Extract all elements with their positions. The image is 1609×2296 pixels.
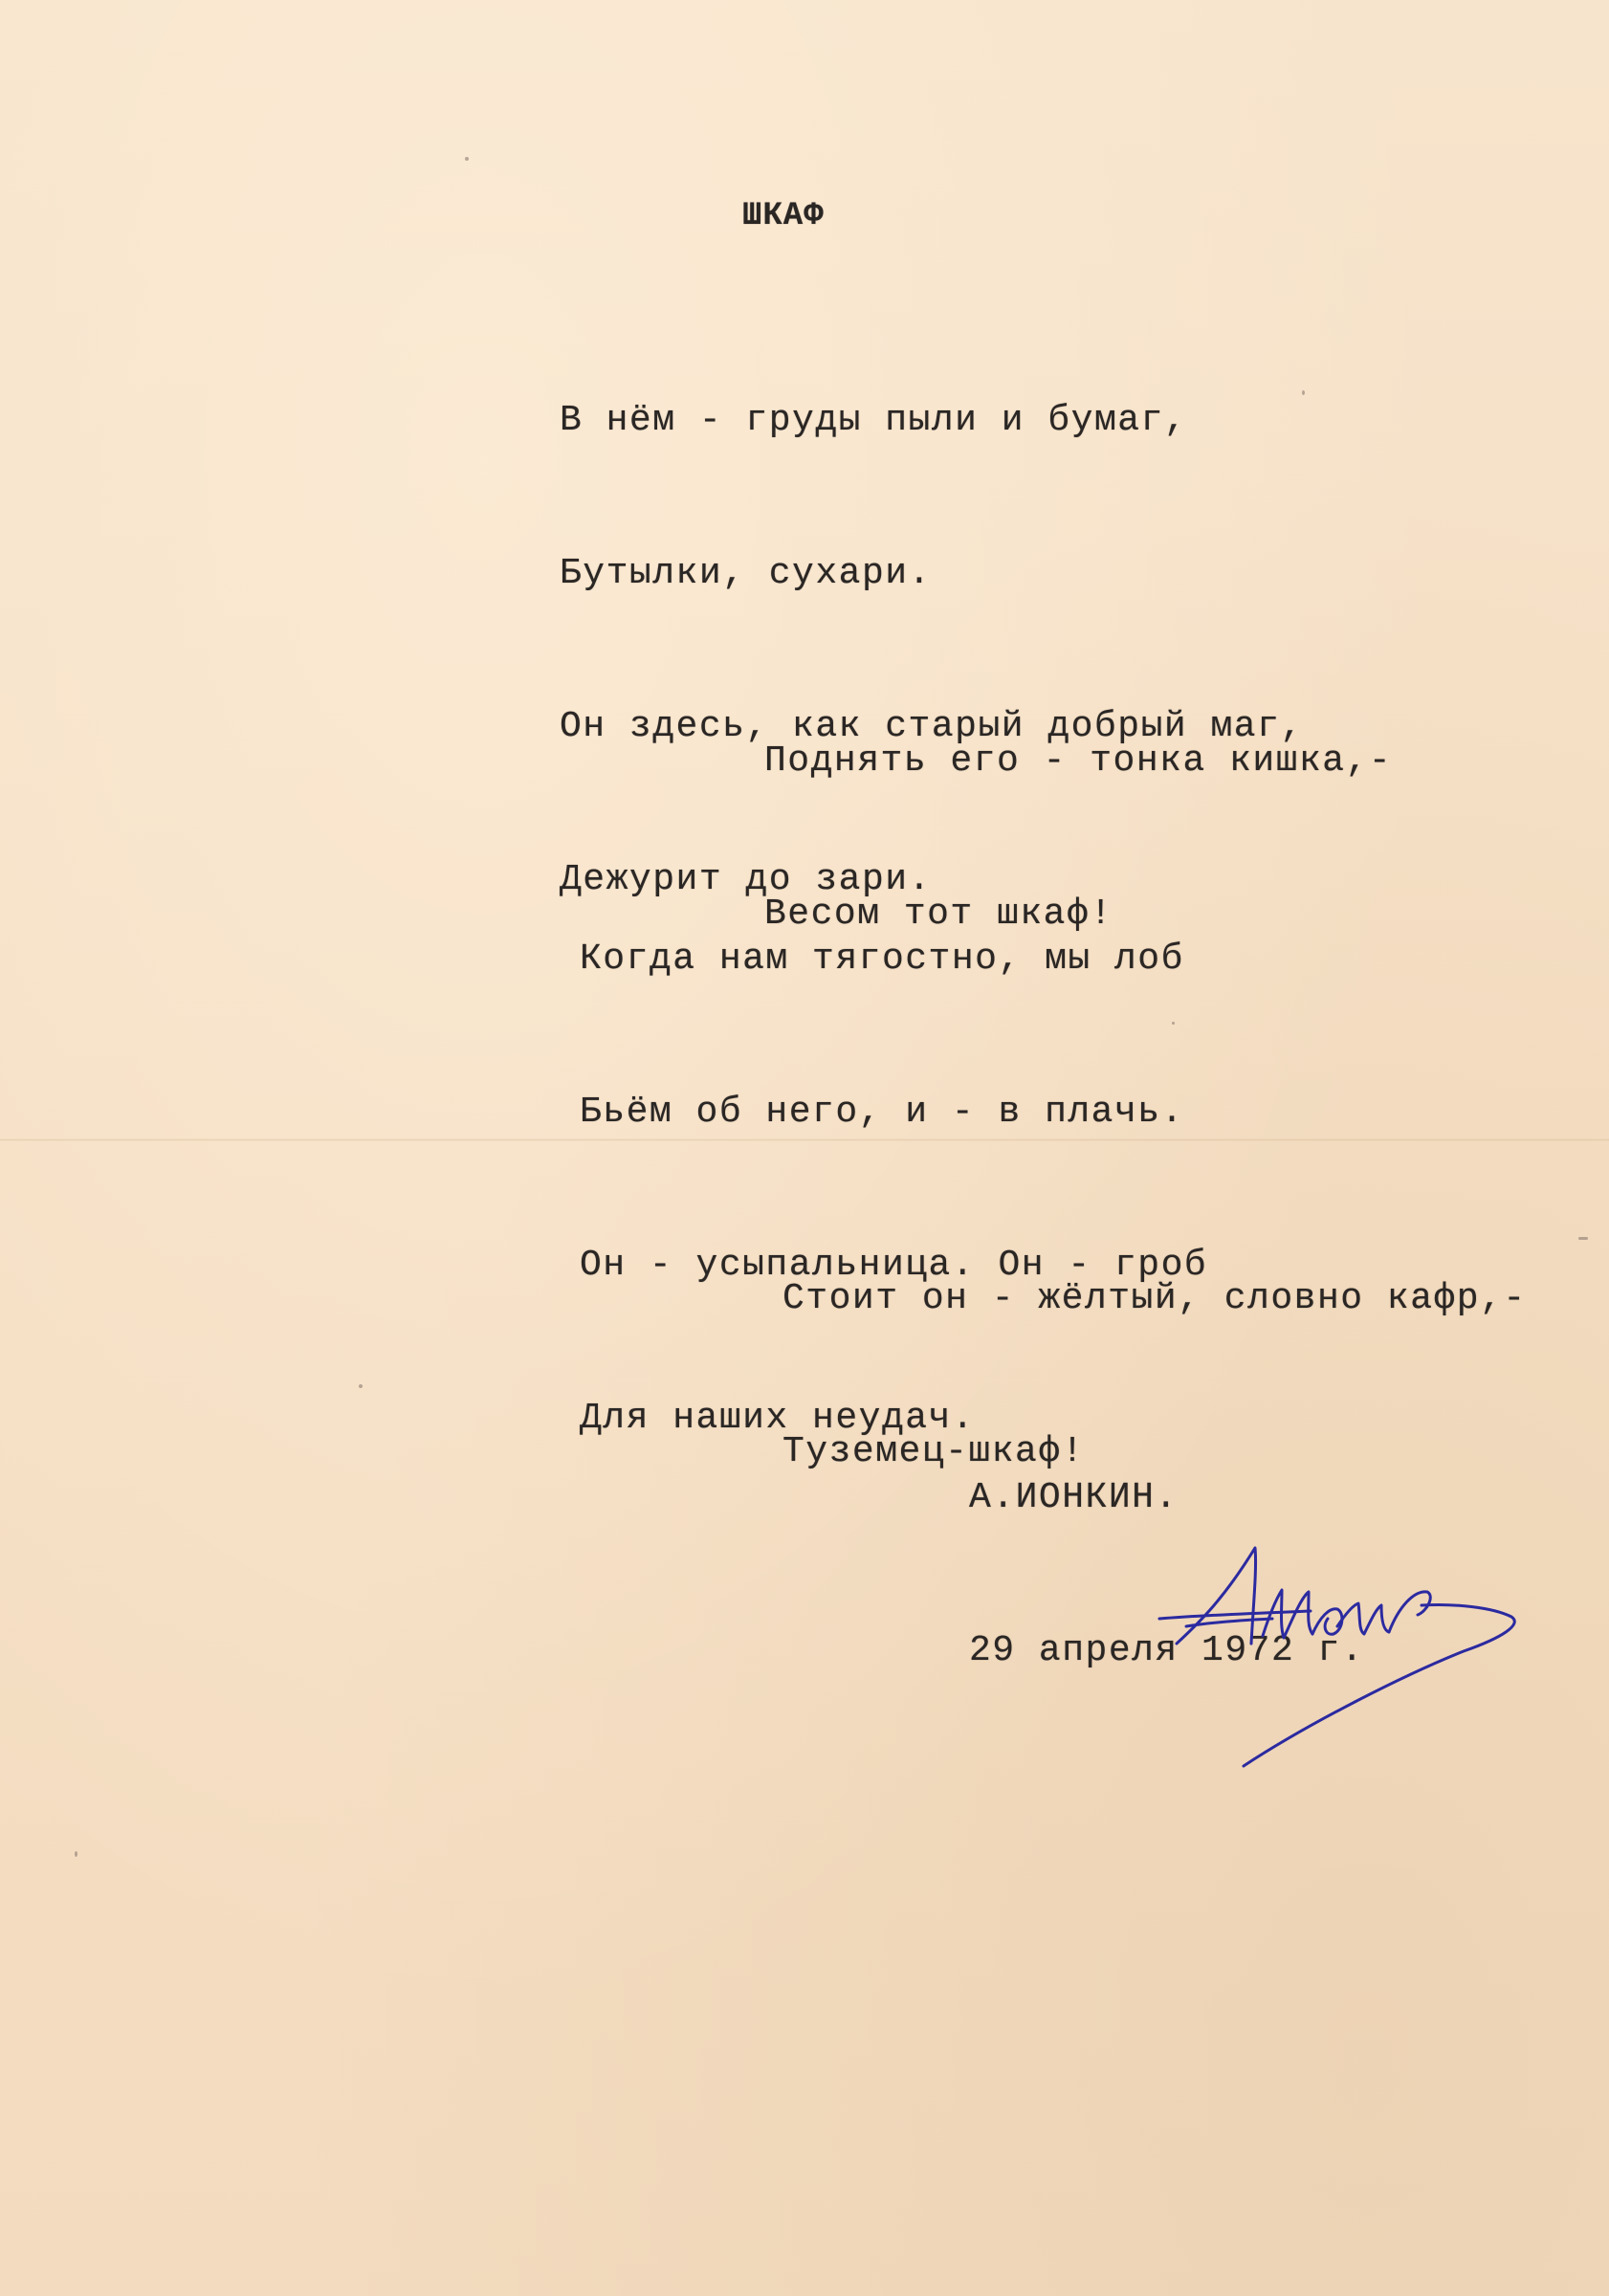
author-name: А.ИОНКИН. xyxy=(969,1477,1179,1518)
stanza-2-line-1: Когда нам тягостно, мы лоб xyxy=(580,938,1184,980)
paper-speck xyxy=(1578,1237,1588,1240)
handwritten-signature xyxy=(1148,1531,1531,1779)
stanza-1-line-3: Он здесь, как старый добрый маг, xyxy=(560,706,1304,747)
paper-speck xyxy=(465,157,469,161)
stanza-2-line-4: Для наших неудач. xyxy=(580,1398,976,1439)
paper-speck xyxy=(359,1384,363,1388)
stanza-2-line-3: Он - усыпальница. Он - гроб xyxy=(580,1245,1208,1286)
refrain-1-line-2: Весом тот шкаф! xyxy=(764,894,1113,935)
refrain-2-line-2: Туземец-шкаф! xyxy=(782,1431,1085,1472)
stanza-1-line-2: Бутылки, сухари. xyxy=(560,553,932,594)
poem-title: ШКАФ xyxy=(742,198,825,234)
stanza-1-line-1: В нём - груды пыли и бумаг, xyxy=(560,400,1188,441)
stanza-1-line-4: Дежурит до зари. xyxy=(560,859,932,900)
stanza-2-line-2: Бьём об него, и - в плачь. xyxy=(580,1092,1184,1133)
refrain-1-line-1: Поднять его - тонка кишка,- xyxy=(764,740,1393,782)
author-date: 29 апреля 1972 г. xyxy=(969,1630,1365,1671)
paper-speck xyxy=(75,1851,77,1857)
refrain-2-line-1: Стоит он - жёлтый, словно кафр,- xyxy=(782,1278,1527,1319)
